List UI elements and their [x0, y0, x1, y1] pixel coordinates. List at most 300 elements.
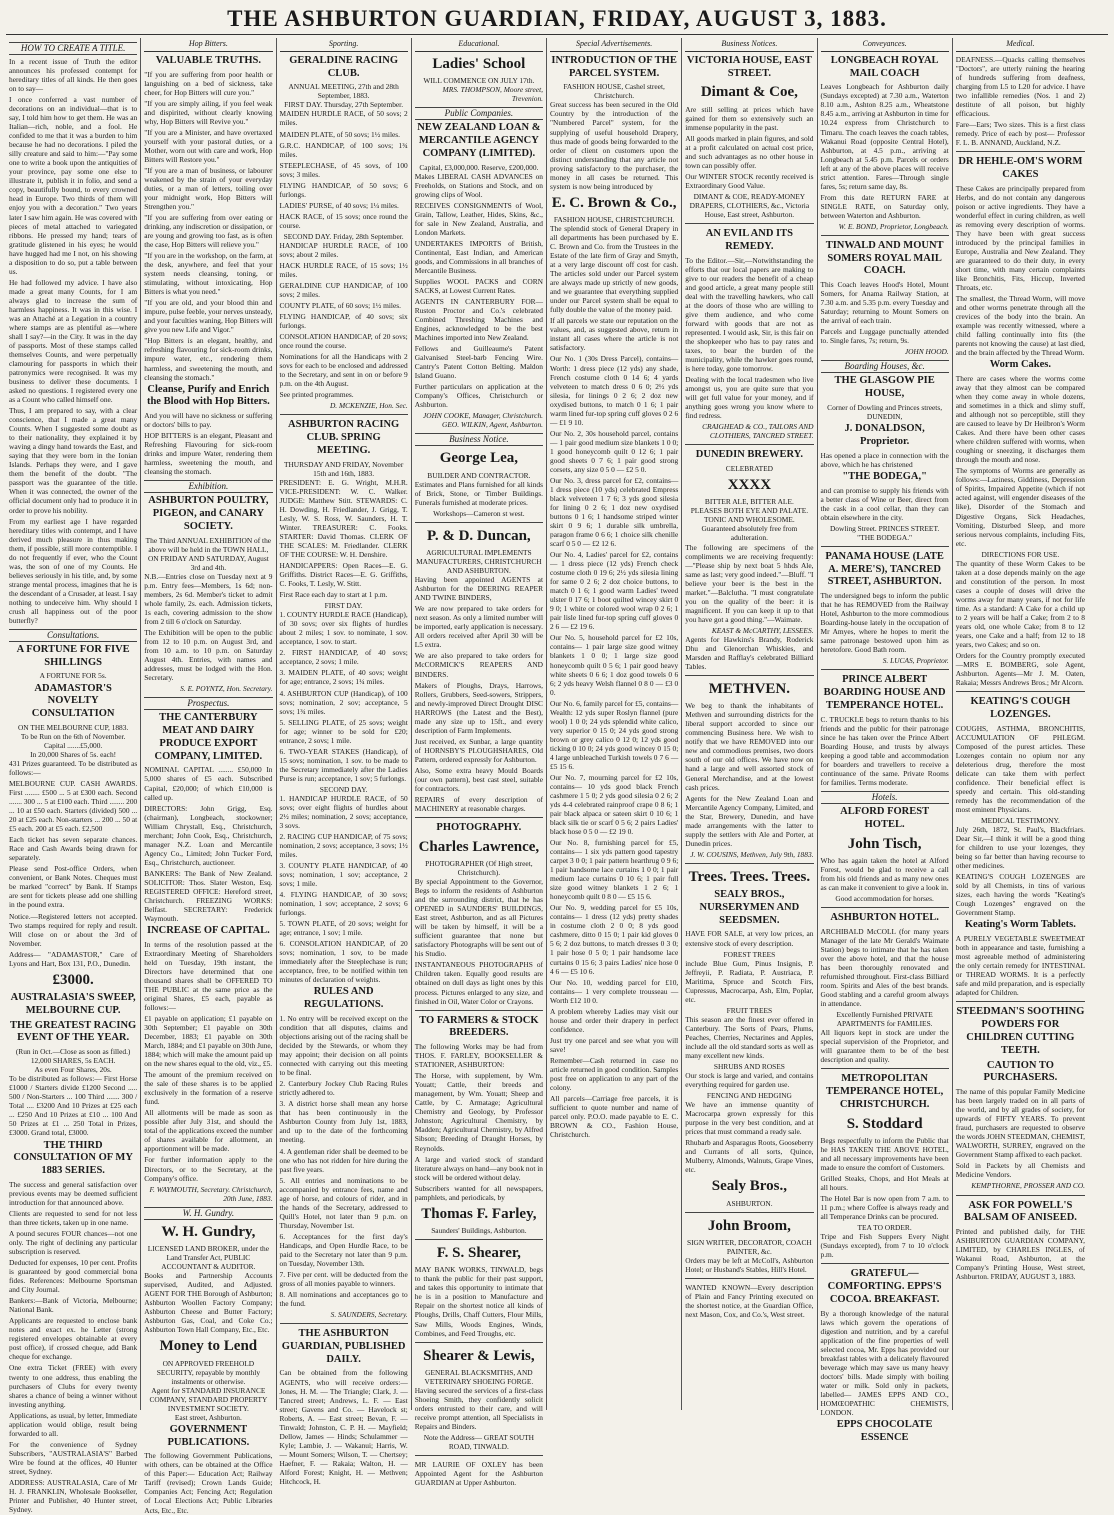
article-text: Address— "ADAMASTOR," Care of Lyons and Hart, Box 131, P.O., Dunedin. [9, 949, 138, 968]
column-rule [685, 223, 813, 224]
advert-heading: ASHBURTON HOTEL. [830, 912, 939, 924]
centered-text: FOREST TREES [723, 949, 776, 959]
advert-heading: PANAMA HOUSE (LATE A. MERE'S), TANCRED STREET, ASHBURTON. [825, 550, 944, 588]
centered-text: Capital, £3,000,000. Reserve, £200,000. [419, 162, 539, 172]
centered-text: Workshops—Cameron st west. [433, 508, 525, 518]
display-heading: George Lea, [439, 450, 519, 467]
article-text: Our No. 8, furnishing parcel for £5, contains— 1 six yds pattern good tapestry carpet 3 0 0; 1 pair pattern hearthrug 0 9 6; 1 pair handsome lace curtains 1 0 0; 1 pair medium lace curtains 0 10 6; 1 pair full size good witney blankets 1 2 6; 1 honeycomb quilt 0 8 0 — £5 15 6. [550, 838, 679, 902]
article-text: BANKERS: The Bank of New Zealand. SOLICITOR: Thos. Slater Weston, Esq. REGISTERED OFFICE: Hereford street, Christchurch. FREEZING WORKS: Belfast. SECRETARY: Frederick Waymouth. [144, 868, 273, 923]
centered-text: DIRECTIONS FOR USE. [981, 549, 1060, 559]
advert-heading: INCREASE OF CAPITAL. [146, 924, 270, 936]
article-text: The amount of the premium received on the sale of these shares is to be applied exclusively in the formation of a reserve fund. [144, 1070, 273, 1107]
signature-line: KEAST & McCARTHY, LESSEES. [711, 625, 814, 635]
display-heading: Thomas F. Farley, [421, 1205, 537, 1222]
article-text: This season are the finest ever offered in Canterbury. The Sorts of Pears, Plums, Peaches, Cherries, Nectarines and Apples, include all the old standard sorts as well as many excellent new kinds. [685, 1014, 814, 1060]
centered-text: ON APPROVED FREEHOLD SECURITY, repayable by monthly instalments or otherwise. [156, 1358, 261, 1386]
section-heading: Conveyances. [821, 38, 949, 52]
display-heading: E. C. Brown & Co., [551, 194, 677, 211]
centered-text: WILL COMMENCE ON JULY 17th. [423, 76, 535, 86]
advert-heading: VALUABLE TRUTHS. [155, 54, 261, 66]
advert-heading: PRINCE ALBERT BOARDING HOUSE AND TEMPERANCE HOTEL. [823, 674, 946, 711]
article-text: Our No. 7, mourning parcel for £2 10s, contains— 10 yds good black French cashmere 1 5 0; 2 yds good silesia 0 2 6; 2 yds 4-4 celebrated rainproof crape 0 8 6; 1 pair black alpaca or sateen skirt 0 10 6; 1 black silk tie or scarf 0 5 6; 2 pairs Ladies' black hose 0 5 0 — £2 19 0. [550, 772, 679, 837]
article-text: Bankers:—Bank of Victoria, Melbourne; National Bank. [9, 1296, 138, 1315]
advert-heading: THE ASHBURTON GUARDIAN, PUBLISHED DAILY. [281, 1328, 406, 1365]
article-text: Our No. 9, wedding parcel for £5 10s, contains— 1 dress (12 yds) pretty shades in costume cloth 2 0 0; 8 yds good cashmere, ditto 0 15 0; 1 pair kid gloves 0 5 6; 2 doz buttons, to match dresses 0 3 0; 1 pair hose 0 5 0; 1 pair handsome lace curtains 0 15 6; 3 pairs Ladies' nice hose 0 4 6 — £5 10 6. [550, 903, 679, 976]
display-heading: Shearer & Lewis, [423, 1347, 535, 1364]
article-text: and can promise to supply his friends with a better class of Wine or Beer, direct from the cask in a cool cellar, than they can obtain elsewhere in the city. [820, 485, 949, 522]
article-text: Having secured the services of a first-class Shoeing Smith, they confidently solicit orders entrusted to their care, and will receive prompt attention, all Specialists in Repairs and Binders. [414, 1385, 543, 1432]
advert-heading: THE THIRD CONSULTATION OF MY 1883 SERIES. [13, 1139, 133, 1177]
article-text: All allotments will be made as soon as possible after July 31st, and should the total of the applications exceed the number of shares available for allotment, an apportionment will be made. [144, 1108, 273, 1154]
section-subheading: Prospectus. [144, 697, 272, 710]
centered-text: MEDICAL TESTIMONY. [981, 816, 1060, 826]
article-text: DIRECTORS: John Grigg, Esq. (chairman), Longbeach, stockowner; William Chrystall, Esq., Christchurch, merchant; John Cook, Esq., Christchurch, manager N.Z. Loan and Mercantile Agency Co., Limited; John Tucker Ford, Esq., Christchurch, auctioneer. [144, 803, 273, 867]
display-heading: Charles Lawrence, [418, 838, 540, 855]
display-heading: John Tisch, [847, 835, 922, 852]
advert-heading: AN EVIL AND ITS REMEDY. [705, 228, 793, 252]
article-text: To be distributed as follows:— First Horse £1000 / Starters divide £1200 Second ..... 500 / Non-Starters ... 100 Third ....... 300 / Total .... £3200 And 10 Prizes at £25 each ... £250 And 10 Prizes at £10 ... 100 And 50 Prizes at £1 ... 250 Total in Prizes, £3000. Grand total, £3000. [9, 1074, 138, 1138]
signature-line: F. WAYMOUTH, Secretary. Christchurch, 20th June, 1883. [149, 1184, 273, 1203]
centered-text: LICENSED LAND BROKER, under the Land Transfer Act, PUBLIC ACCOUNTANT & AUDITOR. [147, 1243, 270, 1271]
column-4 [412, 38, 547, 1488]
article-text: Books and Partnership Accounts supervised, Audited, and Adjusted. AGENT FOR THE Borough of Ashburton; Ashburton Woollen Factory Company; Ashburton Cheese and Butter Factory; Ashburton Gas, Coal, and Coke Co.; Ashburton Town Hall Company, Etc., Etc. [144, 1271, 273, 1335]
article-text: Are still selling at prices which have gained for them so extensively such an immense popularity in the past. [685, 104, 814, 132]
article-text: These Cakes are principally prepared from Herbs, and do not contain any dangerous poison or active ingredients. They have a wonderful effect in curing children, as well as removing every description of worms. They have been with great success introduced by the principal families in Europe, Australia and New Zealand. They are guaranteed to do their duty, in every short time, with many certain complaints like Bronchitis, Fits, Hiccup, Inverted Throats, etc. [955, 183, 1085, 292]
advert-heading: TO FARMERS & STOCK BREEDERS. [419, 1014, 539, 1039]
article-text: The splendid stock of General Drapery in all departments has been purchased by E. C. Brown and Co. from the Trustees in the Estate of the late firm of Gray and Smyth, at a very large discount off cost for cash. The articles sold under our Parcel system are always made up strictly of new goods, and we guarantee that everything supplied under our Parcel system shall be equal to fully double the value of the money paid. [550, 224, 679, 315]
article-text: Fare—Ears; Two sizes. This is a first class remedy. Price of each by post— Professor F. L. B. ANNAND, Auckland, N.Z. [955, 119, 1085, 148]
article-text: 4. ASHBURTON CUP (Handicap), of 100 sovs; nomination, 2 sov; acceptance, 5 sovs; 1¾ miles. [279, 688, 408, 716]
article-text: See printed programmes. [279, 390, 354, 400]
article-text: Our stock is large and varied, and contains everything required for garden use. [685, 1070, 814, 1089]
centered-text: BITTER ALE, BITTER ALE. [704, 497, 794, 507]
article-text: Our No. 1 (30s Dress Parcel), contains— Worth: 1 dress piece (12 yds) any shade, French costume cloth 0 14 6; 4 yards velveteen to match dress 0 6 0; 2½ yds silesia, for linings 0 2 6; 2 doz new oxydised buttons, to match 0 1 6; 1 pair warm lined fur-top spring cuff gloves 0 2 6 — £1 9 10. [550, 354, 679, 427]
article-text: MELBOURNE CUP. CASH AWARDS. First ........ £500 ... 5 at £300 each. Second ....... 300 ... 5 at £100 each. Third ........ 200 ... 10 at £50 each. Starters (divided) 500 ... 20 at £25 each. Non-starters ... 200 ... 50 at £5 each. 200 at £5 each. £2,500 [9, 779, 138, 834]
advert-heading: ADAMASTOR'S NOVELTY CONSULTATION [31, 682, 115, 720]
masthead [0, 0, 1114, 36]
display-heading: S. Stoddard [846, 1115, 923, 1132]
advert-heading: THE GREATEST RACING EVENT OF THE YEAR. [10, 1019, 137, 1044]
article-text: Please send Post-office Orders, when convenient, or Bank Notes. Cheques must be marked "correct" by Bank. If Stamps are sent for tickets please add one shilling in the pound extra. [9, 864, 138, 910]
article-text: The symptoms of Worms are generally as follows:—Laziness, Giddiness, Depression of Spirits, Impaired Appetite (which if not acted against, will engender diseases of the like), Disorder of the Stomach and Digestive Organs, Sick Headaches, Vomiting, Disturbed Sleep, and more serious nervous complaints, including Fits, etc. [955, 466, 1085, 548]
article-text: Having been appointed AGENTS at Ashburton for the DEERING REAPER AND TWINE BINDERS, [414, 575, 543, 603]
article-text: "If you are in the workshop, on the farm, at the desk, anywhere, and feel that your system needs cleansing, toning, or stimulating, without intoxicating, Hop Bitters is what you need." [144, 251, 273, 297]
column-rule [821, 1263, 949, 1264]
article-text: All liquors kept in stock are under the special supervision of the Proprietor, and will guarantee them to be of the best description and quality. [820, 1028, 949, 1065]
signature-line: S. SAUNDERS, Secretary. [330, 1310, 408, 1320]
signature-line: MRS. THOMPSON, Moore street, Trevenion. [442, 85, 543, 104]
article-text: Our No. 2, 30s household parcel, contains— 1 pair good medium size blankets 1 0 0; 1 good honeycomb quilt 0 12 6; 1 pair good sheets 0 7 6; 1 pair good strong corsets, any size 0 5 0 — £2 5 0. [550, 428, 679, 474]
advert-heading: STEEDMAN'S SOOTHING POWDERS FOR CHILDREN CUTTING TEETH. [956, 1006, 1085, 1056]
section-heading: Special Advertisements. [550, 38, 678, 52]
centered-text: SHRUBS AND ROSES [713, 1061, 785, 1071]
article-text: Our No. 10, wedding parcel for £10, contains— 1 very complete trousseau — Worth £12 10 0. [550, 977, 679, 1005]
article-text: 3. MAIDEN PLATE, of 40 sovs; weight for age; entrance, 2 sovs; 1¼ miles. [279, 668, 408, 687]
display-heading: XXXX [727, 477, 772, 494]
column-8 [953, 38, 1088, 1410]
display-heading: F. S. Shearer, [436, 1245, 521, 1262]
centered-text: ANNUAL MEETING, 27th and 28th September, 1883. [288, 82, 399, 101]
article-text: The undersigned begs to inform the public that he has REMOVED from the Railway Hotel, Ashburton to the more commodious Boarding-house lately in the occupation of Mr Amyes, where he hopes to merit the same patronage bestowed upon him as heretofore. Good Bath room. [820, 591, 949, 655]
article-text: Our WINTER STOCK recently received is Extraordinary Good Value. [685, 171, 814, 190]
column-1 [6, 38, 141, 1514]
article-text: Further particulars on application at the Company's Offices, Christchurch or Ashburton. [414, 382, 543, 410]
article-text: 2. Canterbury Jockey Club Racing Rules strictly adhered to. [279, 1079, 408, 1098]
display-heading: John Broom, [707, 1217, 791, 1234]
article-text: The following Government Publications, with others, can be obtained at the Office of this Paper:— Education Act; Railway Tariff (revised); Crown Lands Guide; Companies Act; Fencing Act; Regulation of Local Elections Act; Public Libraries Acts, Etc., Etc. [144, 1451, 273, 1515]
article-text: RECEIVES CONSIGNMENTS of Wool, Grain, Tallow, Leather, Hides, Skins, &c., for sale in New Zealand, Australia, and London Markets. [414, 200, 543, 237]
article-text: "If you are suffering from over eating or drinking, any indiscretion or dissipation, or are young and growing too fast, as is often the case, Hop Bitters will relieve you." [144, 213, 273, 250]
columns-container [6, 38, 1108, 1515]
article-text: Who has again taken the hotel at Alford Forest, would be glad to receive a call from his old friends and as many new ones as can make it convenient to give a look in. [820, 855, 949, 892]
article-text: Applicants are requested to enclose bank notes and exact ex. he Letter (strong registered envelopes obtainable at every post office), if crossed cheque, add Bank cheque for exchange. [9, 1316, 138, 1362]
article-text: A large and varied stock of standard literature always on hand—any book not in stock will be ordered without delay. [414, 1154, 543, 1182]
article-text: Printed and published daily, for THE ASHBURTON GUARDIAN COMPANY, LIMITED, by CHARLES INGLES, of Wakanui Road, Ashburton, at the Company's Printing House, West street, Ashburton. FRIDAY, AUGUST 3, 1883. [955, 1227, 1085, 1282]
centered-text: TEA TO ORDER. [857, 1223, 912, 1233]
article-text: Clients are requested to send for not less than three tickets, taken up in one name. [9, 1208, 138, 1228]
advert-heading: ASHBURTON POULTRY, PIGEON, and CANARY SOCIETY. [148, 495, 269, 532]
centered-text: As even Four Shares, 20s. [34, 1065, 112, 1075]
article-text: G.R.C. HANDICAP, of 100 sovs; 1¾ miles. [279, 140, 408, 159]
article-text: Agents for the New Zealand Loan and Mercantile Agency Company, Limited, and the Star, Brewery, Dunedin, and have made arrangements with the latter to supply the settlers with Ale and Porter, at Dunedin prices. [685, 793, 814, 848]
article-text: HAVE FOR SALE, at very low prices, an extensive stock of every description. [685, 929, 814, 948]
column-rule [956, 151, 1085, 152]
display-heading: £3000. [52, 971, 94, 988]
article-text: Can be obtained from the following AGENTS, who will receive orders:— Jones, H. M. — The Triangle; Clark, J. — Tancred street; Andrews, L. F. — East street; Gavens and Co. — Havelock st; Roberts, A. — East street; Bevan, F. — Tinwald; Johnston, C. P. H. — Mayfield; Dellow, James — Hinds; Schulammer — Kyle; Lambie, J. — Wakanui; Harris, W. — Mount Somers; Wilson, T. — Chertsey; Haefner, F. — Rakaia; Walton, H. — Alford Forest; Knight, H. — Methven; Hitchcock, H. [279, 1368, 408, 1486]
article-text: Fellows and Guilleaume's Patent Galvanised Steel-barb Fencing Wire. Cantry's Patent Cotton Belting. Maldon Island Guano. [414, 344, 543, 381]
centered-text: PLEASES BOTH EYE AND PALATE. TONIC AND WHOLESOME. [690, 506, 809, 525]
article-text: HACK HURDLE RACE, of 15 sovs; 1½ miles. [279, 260, 408, 279]
article-text: I once conferred a vast number of decorations on an individual—that is to say, I told him how to get them. He was an Italian—rich, noble, and a fool. He confided to me that it was a burden to him because he had no decorations. I piled the silly creature and said to him:—"Pay some one to write a book upon the antiquities of your province, pay some one else to illustrate it, publish it in folio, and send a copy, beautifully bound, to every crowned head in Europe. Two thirds of them will enjoy you with a decoration." Two years later I saw him again. He was covered with pieces of metal attached to variegated ribbons. He pressed my hand; tears of gratitude glistened in his eyes; he would have hugged had me I not, on his showing a disposition to do so, put a table between us. [9, 95, 138, 276]
section-heading: Sporting. [280, 38, 408, 52]
centered-text: A FORTUNE FOR 5s. [39, 671, 107, 681]
article-text: The Horse, with supplement, by Wm. Youatt; Cattle, their breeds and management, by Wm. Youatt; Sheep and Cattle, by C. Armatage; Agricultural Chemistry and Geology, by Professor Johnston; Agricultural Chemistry, by Madden; Agricultural Chemistry, by Alfred Sibson; Breeding of Draught Horses, by Reynolds. [414, 1071, 543, 1153]
section-subheading: Exhibition. [144, 480, 272, 493]
article-text: Applications, as usual, by letter, Immediate application would oblige, result being forwarded to all. [9, 1410, 138, 1438]
centered-text: Note the Address— GREAT SOUTH ROAD, TINWALD. [423, 1433, 535, 1452]
display-heading: Money to Lend [159, 1338, 258, 1355]
section-subheading: Boarding Houses, &c. [821, 360, 949, 373]
article-text: Each ticket has seven separate chances. Race and Cash Awards being drawn for separately. [9, 835, 138, 863]
centered-text: (Run in Oct.—Close as soon as filled.) [15, 1047, 131, 1057]
article-text: Estimates and Plans furnished for all kinds of Brick, Stone, or Timber Buildings. Funerals furnished at moderate prices. [414, 479, 543, 507]
centered-text: AGRICULTURAL IMPLEMENTS MANUFACTURERS, CHRISTCHURCH AND ASHBURTON. [416, 548, 542, 576]
article-text: Our No. 6, family parcel for £5, contains— Wealth: 12 yds super Roslyn flannel (pure wool) 1 0 0; 24 yds splendid white calico, very superior 0 15 0; 24 yds good strong brown or grey calico 0 12 0; 12 yds good ticking 0 10 0; 24 yds good wincey 0 15 0; 4 large unbleached Turkish towels 0 7 6 — £5 15 6. [550, 698, 679, 771]
display-heading: Ladies' School [432, 55, 526, 72]
article-text: For the convenience of Sydney Subscribers, "AUSTRALASIA'S" Barbed Wire be found at the offices, 40 Hunter street, Sydney. [9, 1439, 138, 1476]
section-heading: Business Notices. [685, 38, 813, 52]
signature-line: S. E. POYNTZ, Hon. Secretary. [180, 684, 273, 694]
centered-text: FRUIT TREES [726, 1005, 773, 1015]
article-text: HACK RACE, of 15 sovs; once round the course. [279, 211, 408, 230]
column-rule [956, 691, 1085, 692]
article-text: include Blue Gum, Pinus Insignis, P. Jeffreyii, P. Radiata, P. Austriaca, P. Maritima, Spruce and Scotch Firs, Cupressus, Macrocarpa, Ash, Elm, Poplar, etc. [685, 958, 814, 1004]
centered-text: ON THE MELBOURNE CUP, 1883. [17, 722, 129, 732]
section-subheading: Business Notice. [415, 433, 543, 446]
article-text: In terms of the resolution passed at the Extraordinary Meeting of Shareholders held on Tuesday, 19th instant, the Directors have determined that one thousand shares shall be OFFERED TO THE PUBLIC at the same price as the original Shares, £5 each, payable as follows:— [144, 939, 273, 1012]
article-text: UNDERTAKES IMPORTS of British, Continental, East Indian, and American goods, and Commissions in all branches of Mercantile Business. [414, 238, 543, 275]
article-text: 4. FLYING HANDICAP, of 30 sovs; nomination, 1 sov; acceptance, 2 sovs; 6 furlongs. [279, 890, 408, 918]
centered-text: ASHBURTON. [726, 1198, 773, 1208]
section-heading: Educational. [415, 38, 543, 52]
article-text: Tripe and Fish Suppers Every Night (Sundays excepted), from 7 to 10 o'clock p.m. [820, 1232, 949, 1260]
article-text: 2. RACING CUP HANDICAP, of 75 sovs; nomination, 2 sovs; acceptance, 3 sovs; 1½ miles. [279, 831, 408, 860]
article-text: Rhubarb and Asparagus Roots, Gooseberry and Currants of all sorts, Quince, Mulberry, Almonds, Walnuts, Grape Vines, etc. [685, 1138, 814, 1175]
column-rule [280, 414, 408, 415]
article-text: Deducted for expenses, 10 per cent. Profits is guaranteed by good commercial bona fides. References: Melbourne Sportsman and City Journal. [9, 1258, 138, 1295]
advert-heading: CAUTION TO PURCHASERS. [983, 1059, 1058, 1084]
article-text: Makes LIBERAL CASH ADVANCES on Freeholds, on Stations and Stock, and on growing clips of Wool. [414, 171, 543, 199]
article-text: £1 payable on application; £1 payable on 30th September; £1 payable on 30th December, 1883; £1 payable on 30th March, 1884; and £1 payable on 30th June, 1884; which will make the amount paid up on the new shares equal to the old, viz., £5. [144, 1014, 273, 1069]
column-rule [415, 1010, 543, 1011]
column-rule [685, 863, 813, 864]
article-text: He had followed my advice. I have also made a great many Counts, for I am always glad to increase the sum of harmless happiness. It was in this wise. I was an Attaché at a Legation in a country where stamps are as plentiful as—where shall I say?—in the City. It was in the day of passports. Most of these stamps called themselves Counts, and were perpetually clamouring for passports in which their patronymics were recognised. It was my business to deliver these documents. I asked no questions. I registered every one as a Count who called himself one. [9, 277, 138, 405]
article-text: STEEPLECHASE, of 45 sovs, of 100 sovs; 3 miles. [279, 160, 408, 179]
centered-text: The Third ANNUAL EXHIBITION of the above will be held in the TOWN HALL, ON FRIDAY AND SATURDAY, August 3rd and 4th. [145, 535, 272, 572]
signature-line: CRAIGHEAD & CO., TAILORS AND CLOTHIERS, TANCRED STREET. [702, 422, 814, 441]
newspaper-title: THE ASHBURTON GUARDIAN, FRIDAY, AUGUST 3, 1883. [227, 6, 887, 31]
advert-heading: A FORTUNE FOR FIVE SHILLINGS [16, 643, 130, 668]
article-text: There are cases where the worms come away that they almost can be compared when they come away in whole dozens, and sometimes in a thick and slimy stuff, and although not so perceptible, still they are caused to leave by Dr Heilbron's Worm Cakes. And there have been other cases where children suffered with worms, when coughing or sneezing, it discharges them through the mouth and nose. [955, 374, 1085, 465]
article-text: Our No. 4, Ladies' parcel for £2, contains— 1 dress piece (12 yds) French check costume cloth 0 19 6; 2½ yds silesia lining for same 0 2 6; 2 doz choice buttons, to match 0 1 6; 1 good warm Ladies' tweed ulster 0 17 6; 1 boot quilted wincey skirt 0 9 0; 1 white or colored wool wrap 0 2 6; 1 pair lisle lined fur-top spring cuff gloves 0 2 6 — £2 19 6. [550, 550, 679, 632]
signature-line: KEMPTHORNE, PROSSER AND CO. [971, 1181, 1085, 1191]
column-rule [956, 1001, 1085, 1002]
article-text: "If you are simply ailing, if you feel weak and dispirited, without clearly knowing why, Hop Bitters will Revive you." [144, 98, 273, 126]
centered-text: To be Run on the 6th of November. [20, 731, 126, 741]
centered-text: Capital .......£5,000. [43, 740, 103, 750]
article-text: Our No. 5, household parcel for £2 10s, contains— 1 pair large size good witney blankets 1 0 0; 1 large size good honeycomb quilt 0 5 6; 1 pair good heavy white sheets 0 6 6; 1 doz good towels 0 6 6; 2 yds heavy Welsh flannel 0 8 0 — £3 0 0. [550, 633, 679, 697]
masthead-rule [6, 34, 1108, 35]
centered-text: Guaranteed absolutely free from adulteration. [701, 524, 798, 543]
article-text: 7. Five per cent. will be deducted from the gross of all monies payable to winners. [279, 1269, 408, 1288]
article-text: 2. FIRST HANDICAP, of 40 sovs; acceptance, 2 sovs; 1 mile. [279, 648, 408, 667]
advert-heading: DR HEHLE-OM'S WORM CAKES [958, 156, 1083, 180]
article-text: We are now prepared to take orders for next season. As only a limited number will be imported, early application is necessary. All orders received after April 30 will be L5 extra. [414, 604, 543, 650]
centered-text: FIRST DAY. Thursday, 27th September. [284, 100, 404, 110]
article-text: One extra Ticket (FREE) with every twenty to one address, thus enabling the purchasers of Clubs for every twenty shares a chance of being a winner without investing anything. [9, 1363, 138, 1409]
article-text: Supplies WOOL PACKS and CORN SACKS, at Lowest Current Rates. [414, 276, 543, 295]
centered-text: THURSDAY AND FRIDAY, November 15th and 16th, 1883. [283, 459, 404, 478]
article-text: COUGHS, ASTHMA, BRONCHITIS, ACCUMULATION OF PHLEGM. Composed of the purest articles. These Lozenges contain no opium nor any deleterious drug, therefore the most delicate can take them with perfect confidence. Their beneficial effect is speedy and certain. This old-standing remedy has the recommendation of the most eminent Physicians. [955, 723, 1085, 814]
column-rule [415, 1455, 543, 1456]
article-text: 3. COUNTY PLATE HANDICAP, of 40 sovs; nomination, 1 sov; acceptance, 2 sovs; 1 mile. [279, 861, 408, 889]
advert-heading: Worm Cakes. [989, 359, 1051, 371]
article-text: The Hotel Bar is now open from 7 a.m. to 11 p.m.; where Coffee is always ready and all Temperance Drinks can be procured. [820, 1194, 949, 1222]
article-text: MAY BANK WORKS, TINWALD, begs to thank the public for their past support, and takes this opportunity to intimate that he is in a position to Manufacture and Repair on the shortest notice all kinds of Ploughs, Drills, Chaff Cutters, Flour Mills, Saw Mills, Woods Engines, Winds, Combines, and Feed Troughs, etc. [414, 1265, 543, 1338]
article-text: NOMINAL CAPITAL ........ £50,000 In 5,000 shares of £5 each. Subscribed Capital, £20,000; of which £10,000 is called up. [144, 765, 273, 802]
article-text: DEAFNESS.—Quacks calling themselves "Doctors", are utterly ruining the hearing of hundreds suffering from deafness, charging from L5 to L20 for advice. I have two infallible remedies (Nos. 1 and 2) destitute of all poison, but highly efficacious. [955, 54, 1085, 118]
article-text: A pound secures FOUR chances—not one only. The right of declining any particular subscription is reserved. [9, 1229, 138, 1257]
article-text: "If you are suffering from poor health or languishing on a bed of sickness, take cheer, for Hop Bitters will cure you." [144, 69, 273, 97]
article-text: All parcels—Carriage free parcels, it is sufficient to quote number and name of parcel only. P.O.O. made payable to E. C. BROWN & CO., Fashion House, Christchurch. [550, 1093, 679, 1140]
article-text: Leaves Longbeach for Ashburton daily (Sundays excepted) at 7.30 a.m., Waterton 8.10 a.m., Ashton 8.25 a.m., Wheatstone 8.45 a.m., arriving at Ashburton in time for 10.24 express from Christchurch to Timaru. The coach leaves the coach tables, Wakanui Road (opposite Central Hotel), Ashburton, at 4.5 p.m., arriving at Longbeach at 5.45 p.m. Parcels or orders left at any of the above places will receive strict attention. Fares—Through single fares, 5s; return same day, 8s. [820, 82, 949, 191]
article-text: "If you are a man of business, or labourer weakened by the strain of your everyday duties, or a man of letters, toiling over your midnight work, Hop Bitters will Strengthen you." [144, 165, 273, 211]
article-text: Remember—Cash returned in case no article returned in good condition. Samples post free on application to any part of the colony. [550, 1055, 679, 1092]
article-text: All goods marked in plain figures, and sold at a profit calculated on actual cost price, and such advantages as no other house in town can possibly offer. [685, 133, 814, 170]
advert-heading: "THE BODEGA," [842, 470, 927, 482]
article-text: By special Appointment to the Governor, Begs to inform the residents of Ashburton and the surrounding district, that he has OPENED in SAUNDERS' BUILDINGS, East street, Ashburton, and as all Pictures will be taken by himself, it will be a sufficient guarantee that none but satisfactory Photographs will be sent out of his Studio. [414, 877, 543, 959]
article-text: AGENTS IN CANTERBURY FOR—Ruston Proctor and Co.'s celebrated Combined Threshing Machines and Engines, acknowledged to be the best Machines imported into New Zealand. [414, 296, 543, 343]
display-heading: Sealy Bros., [711, 1178, 787, 1195]
advert-heading: RULES AND REGULATIONS. [303, 986, 384, 1011]
centered-text: BUILDER AND CONTRACTOR. [427, 470, 531, 480]
article-text: Subscribers wanted for all newspapers, pamphlets, and periodicals, by [414, 1183, 543, 1202]
article-text: We have an immense quantity of Macrocarpa grown expressly for this purpose in the very best condition, and at prices that must command a ready sale. [685, 1100, 814, 1137]
article-text: If all parcels we state our reputation on the values, and, as suggested above, return in instant all cases where the article is not satisfactory. [550, 316, 679, 353]
article-text: Just try one parcel and see what you will save! [550, 1035, 679, 1054]
column-rule [415, 817, 543, 818]
article-text: Also, Some extra heavy Mould Boards (our own pattern), best cast steel, suitable for contractors. [414, 765, 543, 793]
article-text: N.B.—Entries close on Tuesday next at 9 p.m. Entry fees—Members, 1s 6d; non-members, 2s 6d. Member's ticket to admit whole family, 2s. each. Admission tickets, 1s each, covering admission to the show from 2 till 6 o'clock on Saturday. [144, 571, 273, 627]
article-text: 1. HANDICAP HURDLE RACE, of 50 sovs; over eight flights of hurdles about 2½ miles; nomination, 2 sovs; acceptance, 3 sovs. [279, 793, 408, 830]
column-rule [280, 1323, 408, 1324]
article-text: From my earliest age I have regarded hereditary titles with contempt, and I have derived much pleasure in thus making them, if possible, still more contemptible. I do not frequently if ever, who the Count was, the son of one of my Counts. He believes seriously in his title, and, by some strange mental process, imagines that he is the descendant of a Crusader, at least. I say nothing to undeceive him. Why should I crush all happiness out of the poor butterfly? [9, 516, 138, 625]
article-text: LADIES' PURSE, of 40 sovs; 1¼ miles. [279, 200, 399, 210]
article-text: "If you are a Minister, and have overtaxed yourself with your pastoral duties, or a Mother, worn out with care and work, Hop Bitters will Restore you." [144, 127, 273, 164]
advert-heading: DUNEDIN BREWERY. [695, 449, 803, 461]
centered-text: PHOTOGRAPHER (Of High street, Christchurch). [425, 859, 533, 878]
article-text: We are also prepared to take orders for McCORMICK'S REAPERS AND BINDERS. [414, 651, 543, 679]
article-text: In a recent issue of Truth the editor announces his professed contempt for hereditary titles of all kinds. He then goes on to say— [9, 56, 138, 94]
centered-text: Saunders' Buildings, Ashburton. [431, 1225, 527, 1235]
article-text: 5. TOWN PLATE, of 20 sovs; weight for age; entrance, 1 sov; 1 mile. [279, 919, 408, 938]
article-text: 5. All entries and nominations to be accompanied by entrance fees, name and age of horse, and colours of rider, and in the hands of the Secretary, addressed to Quill's Hotel, not later than 9 p.m. on Thursday, November 1st. [279, 1175, 408, 1230]
article-text: COUNTY PLATE, of 60 sovs; 1½ miles. [279, 301, 401, 311]
column-rule [685, 1212, 813, 1213]
article-text: FLYING HANDICAP, of 40 sovs; six furlongs. [279, 312, 408, 331]
article-text: 6. CONSOLATION HANDICAP, of 20 sovs; nomination, 1 sov, to be made immediately after the Steeplechase is run; acceptance, free, to be notified within ten minutes of declaration of weights. [279, 939, 408, 985]
article-text: Makers of Ploughs, Drays, Harrows, Rollers, Grubbers, Seed-sowers, Strippers, and newly-improved Direct Drought DISC HARROWS (the Latest and the Best), made any size up to 15ft., and every description of Farm Implements. [414, 680, 543, 735]
section-subheading: Consultations. [9, 629, 137, 642]
section-subheading: W. H. Gundry. [144, 1207, 272, 1220]
column-rule [821, 235, 949, 236]
article-text: To the Editor.—Sir,—Notwithstanding the efforts that our local papers are making to give to our readers the benefit of a cheap and good article, a great many people still deal with the travelling hawkers, who call at the doors of those who are willing to give them audience, and who come forward with goods that are not as represented. I would ask, Sir, is this fair on the shopkeeper who has to pay rates and taxes, to bear the burden of the municipality, while the hawker goes round, is here today, gone tomorrow. [685, 255, 814, 373]
centered-text: FASHION HOUSE, Cashel street, Christchurch. [563, 82, 665, 101]
article-text: And you will have no sickness or suffering or doctors' bills to pay. [144, 411, 273, 430]
article-text: HOP BITTERS is an elegant, Pleasant and Refreshing Flavouring for sick-room drinks and impure Water, rendering them harmless, sweetening the mouth, and cleansing the stomach. [144, 431, 273, 477]
article-text: 4. A gentleman rider shall be deemed to be one who has not ridden for hire during the past five years. [279, 1146, 408, 1174]
advert-heading: METROPOLITAN TEMPERANCE HOTEL, CHRISTCHURCH. [825, 1073, 944, 1110]
signature-line: JOHN HOOD. [904, 347, 949, 357]
column-2 [141, 38, 276, 1515]
article-text: Orders may be left at McColl's, Ashburton Hotel; or Husband's Stables, Hill's Hotel. [685, 1255, 814, 1274]
centered-text: FIRST DAY. [324, 601, 363, 611]
advert-heading: ASK FOR POWELL'S BALSAM OF ANISEED. [963, 1199, 1077, 1224]
article-text: Orders for the Country promptly executed—MRS E. BOMBERG, sole Agent, Ashburton. Agents—Mr J. M. Oaten, Rakaia; Messrs Andrews Bros.; Mr Alcorn. [955, 650, 1085, 688]
advert-heading: GERALDINE RACING CLUB. [289, 54, 399, 79]
advert-heading: NEW ZEALAND LOAN & MERCANTILE AGENCY COMPANY (LIMITED). [417, 122, 541, 159]
article-text: KEATING'S COUGH LOZENGES are sold by all Chemists, in tins of various sizes, each having the words "Keating's Cough Lozenges" engraved on the Government Stamp. [955, 872, 1085, 918]
article-text: The Exhibition will be open to the public from 12 to 10 p.m. on August 3rd, and from 10 a.m. to 10 p.m. on Saturday August 4th. Entries, with names and addresses, must be lodged with the Hon. Secretary. [144, 628, 273, 683]
signature-line: W. E. BOND, Proprietor, Longbeach. [838, 221, 949, 231]
article-text: MAIDEN HURDLE RACE, of 50 sovs; 2 miles. [279, 109, 408, 128]
advert-heading: J. DONALDSON, Proprietor. [844, 423, 925, 447]
column-rule [821, 907, 949, 908]
advert-heading: THE GLASGOW PIE HOUSE, [834, 375, 935, 400]
column-rule [821, 546, 949, 547]
article-text: Parcels and Luggage punctually attended to. Single fares, 7s; return, 9s. [820, 327, 949, 346]
article-text: 431 Prizes guaranteed. To be distributed as follows:— [9, 759, 138, 778]
column-7 [818, 38, 953, 1443]
advert-heading: SEALY BROS., NURSERYMEN AND SEEDSMEN. [699, 889, 800, 926]
section-heading: Hop Bitters. [144, 38, 272, 52]
article-text: 1. No entry will be received except on the condition that all disputes, claims and objections arising out of the racing shall be decided by the Stewards, or whom they may appoint; their decision on all points connected with carrying out this meeting to be final. [279, 1014, 408, 1078]
display-heading: Trees. Trees. Trees. [688, 868, 811, 885]
article-text: Begs respectfully to inform the Public that he HAS TAKEN THE ABOVE HOTEL, and all necessary improvements have been made to ensure the comfort of Customers. [820, 1136, 949, 1173]
article-text: MR LAURIE OF OXLEY has been Appointed Agent for the Ashburton GUARDIAN at Upper Ashburton. [414, 1460, 543, 1488]
article-text: Notice.—Registered letters not accepted. Two stamps required for reply and result. Will close on or about the 3rd of November. [9, 911, 138, 948]
advert-heading: Keating's Worm Tablets. [964, 919, 1076, 931]
article-text: The smallest, the Thread Worm, will move and other worms penetrate through all the crevices of the body into the brain. An example was recently witnessed, where a child falling continually into fits (the parents not knowing the cause) at last died, and the brain affected by the Thread Worm. [955, 294, 1085, 358]
article-text: July 26th, 1872, St. Paul's, Blackfriars. Dear Sir,—I think it will be a good thing for children to use your lozenges, they being so far better than having recourse to other medicines. [955, 825, 1085, 871]
article-text: The quantity of these Worm Cakes to be taken at a dose depends mainly on the age and constitution of the person. In most cases a couple of doses will drive the worms away for many years, if not for life time. As a standard: A Cake for a child up to 2 years will be half a Cake; from 2 to 8 years old, one whole Cake; from 8 to 12 years, one Cake and a half; from 12 to 18 years, two Cakes; and so on. [955, 558, 1085, 649]
advert-heading: ASHBURTON RACING CLUB. SPRING MEETING. [288, 419, 400, 456]
display-heading: Dimant & Coe, [700, 84, 798, 101]
advert-heading: THE CANTERBURY MEAT AND DAIRY PRODUCE EXPORT COMPANY, LIMITED. [154, 712, 263, 762]
advert-heading: Cleanse, Purify and Enrich the Blood with Hop Bitters. [146, 383, 270, 408]
column-rule [415, 1342, 543, 1343]
centered-text: GENERAL BLACKSMITHS, AND VETERINARY SHOEING FORGE. [424, 1367, 534, 1386]
article-text: A PURELY VEGETABLE SWEETMEAT both in appearance and taste, furnishing a most agreeable method of administering the only certain remedy for INTESTINAL or THREAD WORMS. It is a perfectly safe and mild preparation, and is especially adapted for Children. [955, 934, 1085, 998]
article-text: CONSOLATION HANDICAP, of 20 sovs; once round the course. [279, 332, 408, 351]
article-text: 1. COUNTY HURDLE RACE (Handicap), of 30 sovs; over six flights of hurdles about 2 miles; 1 sov. to nominate, 1 sov. acceptance, 1 sov. to start. [279, 610, 408, 647]
article-text: C. TRUCKLE begs to return thanks to his friends and the public for their patronage since he has taken over the Prince Albert Boarding House, and trusts by always keeping a good table and accommodation for boarders and travellers to receive a continuance of the same. Private Rooms for families. Terms moderate. [820, 714, 949, 787]
section-subheading: Hotels. [821, 791, 949, 804]
article-text: First Race each day to start at 1 p.m. [279, 590, 388, 600]
advert-heading: ALFORD FOREST HOTEL. [840, 806, 930, 830]
signature-line: S. LUCAS, Proprietor. [882, 656, 949, 666]
centered-text: SECOND DAY. [319, 784, 368, 794]
article-text: This Coach leaves Hood's Hotel, Mount Somers, for Anama Railway Station, at 7.30 a.m. and 5.35 p.m. every Tuesday and Saturday; returning to Mount Somers on the arrival of each train. [820, 280, 949, 326]
column-rule [685, 444, 813, 445]
centered-text: FENCING AND HEDGING [706, 1091, 792, 1100]
advert-heading: GOVERNMENT PUBLICATIONS. [167, 1423, 250, 1448]
article-text: 3. A district horse shall mean any horse that has been continuously in the Ashburton County from July 1st, 1883, and up to the date of the forthcoming meeting. [279, 1099, 408, 1145]
centered-text: CELEBRATED [725, 464, 773, 474]
article-text: HANDICAP HURDLE RACE, of 100 sovs; about 2 miles. [279, 240, 408, 259]
article-text: "If you are old, and your blood thin and impure, pulse feeble, your nerves unsteady, and your faculties waning, Hop Bitters will give you new Life and Vigor." [144, 298, 273, 335]
centered-text: Good accommodation for horses. [835, 894, 934, 904]
display-heading: W. H. Gundry, [161, 1223, 256, 1240]
article-text: 6. Acceptances for the first day's Handicaps, and Open Hurdle Race, to be paid to the Secretary not later than 9 p.m. on Tuesday, November 13th. [279, 1231, 408, 1268]
centered-text: 12,000 SHARES, 5s EACH. [30, 1056, 116, 1066]
centered-text: FASHION HOUSE, CHRISTCHURCH. [553, 215, 675, 225]
column-rule [415, 522, 543, 523]
article-text: Agents for Hawkins's Brandy, Roderick Dhu and Glenorchan Whiskies, and Marsden and Rafflay's celebrated Billiard Tables. [685, 634, 814, 671]
signature-line: J. W. COUSINS, Methven, July 9th, 1883. [690, 849, 814, 859]
section-subheading: Public Companies. [415, 107, 543, 120]
article-text: 8. All nominations and acceptances go to the fund. [279, 1289, 408, 1309]
article-text: Dealing with the local tradesmen who live amongst us, you are quite sure that you will get full value for your money, and if anything goes wrong you know where to find redress. [685, 375, 814, 421]
article-text: REPAIRS of every description of MACHINERY at reasonable charges. [414, 794, 543, 813]
centered-text: Corner of Dowling and Princes streets, DUNEDIN, [827, 403, 943, 422]
article-text: Our No. 3, dress parcel for £2, contains— 1 dress piece (10 yds) celebrated Empress black velveteen 1 7 6; 3 yds good silesia for lining 0 2 6; 1 doz new oxydised buttons 0 1 6; 1 handsome striped winter skirt 0 9 6; 1 durable silk umbrella, paragon frame 0 6 6; 1 choice silk chenille scarf 0 5 0 — £2 12 6. [550, 475, 679, 549]
centered-text: SECOND DAY. Friday, 28th September. [283, 231, 404, 241]
article-text: Nominations for all the Handicaps with 2 sovs for each to be enclosed and addressed to the Secretary, and sent in on or before 9 p.m. on the 4th August. [279, 352, 408, 389]
article-text: MAIDEN PLATE, of 50 sovs; 1½ miles. [279, 129, 401, 139]
article-text: WANTED KNOWN—Every description of Plain and Fancy Printing executed on the shortest notice, at the Guardian Office, next Mason, Cox, and Co.'s, West street. [685, 1283, 814, 1320]
article-text: From this date RETURN FARE at SINGLE RATE, on Saturday only, between Waterton and Ashburton. [820, 192, 949, 220]
column-rule [415, 1239, 543, 1240]
centered-text: East street, Ashburton. [174, 1412, 242, 1422]
article-text: Just received, ex Sunbar, a large quantity of HORNSBY'S PLOUGHSHARES, Old Pattern, ordered expressly for Ashburton. [414, 736, 543, 764]
column-3 [277, 38, 412, 1486]
display-heading: P. & D. Duncan, [427, 527, 531, 544]
article-text: The success and general satisfaction over previous events may be deemed sufficient introduction for that announced above. [9, 1179, 138, 1207]
column-rule [956, 1195, 1085, 1196]
centered-text: SIGN WRITER, DECORATOR, COACH PAINTER, &c. [686, 1237, 812, 1256]
signature-line: D. MCKENZIE, Hon. Sec. [329, 401, 408, 411]
